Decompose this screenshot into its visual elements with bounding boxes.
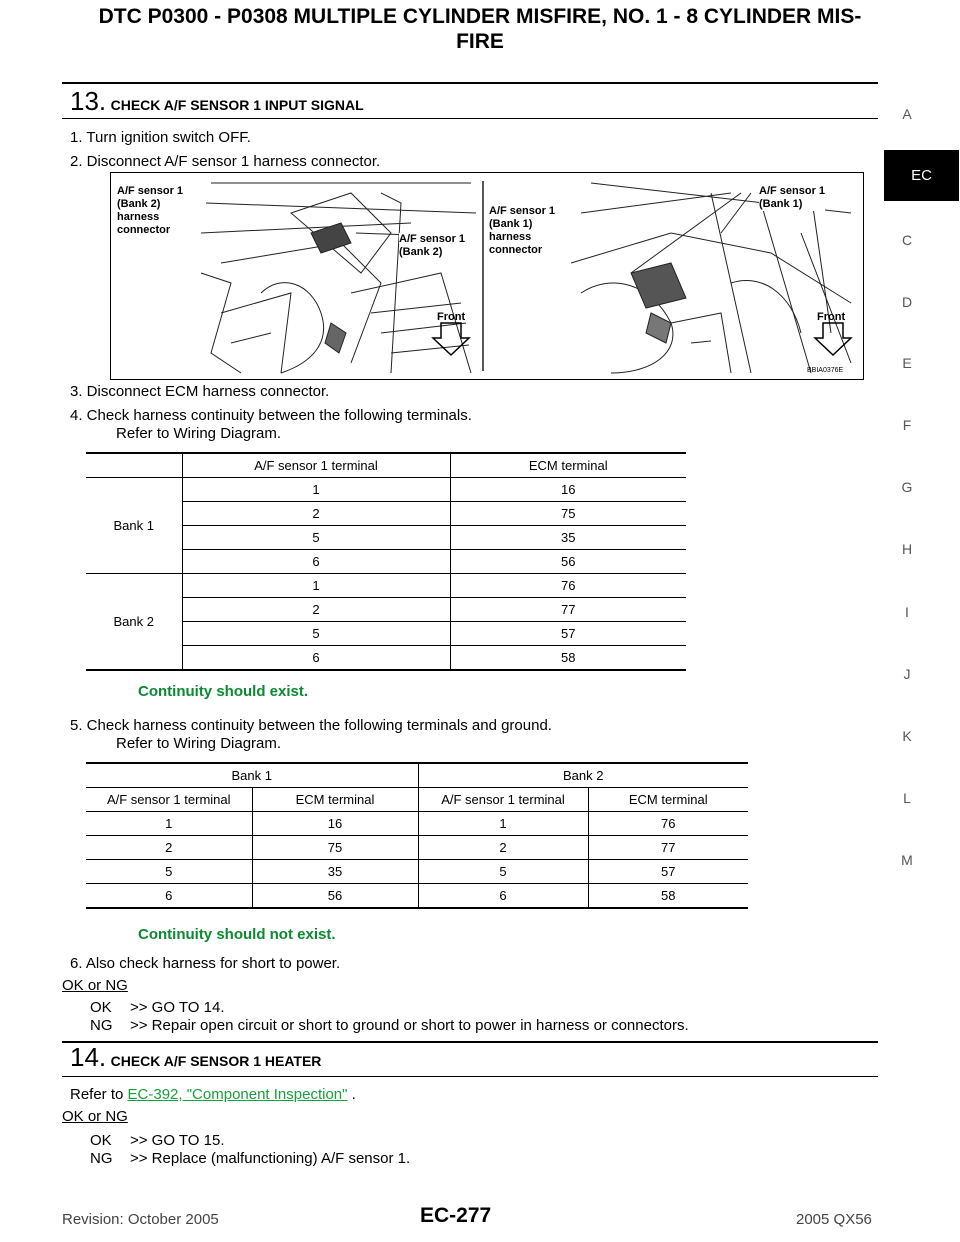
table-cell: 35 bbox=[450, 526, 686, 550]
label-line: harness bbox=[117, 211, 160, 223]
label-line: (Bank 2) bbox=[117, 198, 161, 210]
figure-left-front-label: Front bbox=[437, 311, 466, 323]
step14-number: 14. bbox=[70, 1042, 107, 1072]
tab-g[interactable]: G bbox=[901, 479, 913, 495]
tab-a[interactable]: A bbox=[902, 106, 912, 122]
table-header-cell: ECM terminal bbox=[588, 788, 748, 812]
table-row bbox=[86, 574, 686, 598]
continuity-note: Continuity should exist. bbox=[138, 683, 309, 700]
step14-ng-action: >> Replace (malfunctioning) A/F sensor 1. bbox=[130, 1150, 411, 1167]
step14-bottom-rule bbox=[62, 1076, 878, 1077]
table-cell: 5 bbox=[182, 622, 450, 646]
tab-l[interactable]: L bbox=[903, 790, 911, 806]
no-continuity-note: Continuity should not exist. bbox=[138, 926, 336, 943]
table-header-cell: A/F sensor 1 terminal bbox=[418, 788, 588, 812]
step13-instruction-1: 1. Turn ignition switch OFF. bbox=[70, 129, 251, 146]
table-row bbox=[86, 478, 686, 502]
table-cell: 1 bbox=[182, 478, 450, 502]
table-header-cell: A/F sensor 1 terminal bbox=[86, 788, 252, 812]
table-row bbox=[86, 860, 748, 884]
table-cell: 16 bbox=[450, 478, 686, 502]
label-line: (Bank 1) bbox=[759, 198, 803, 210]
engine-illustration bbox=[111, 173, 863, 379]
label-line: A/F sensor 1 bbox=[489, 205, 556, 217]
table-cell: 6 bbox=[86, 884, 252, 909]
tab-j[interactable]: J bbox=[903, 666, 911, 682]
tab-m[interactable]: M bbox=[901, 852, 913, 868]
table-cell: 5 bbox=[182, 526, 450, 550]
tab-k[interactable]: K bbox=[902, 728, 912, 744]
table-cell: 77 bbox=[450, 598, 686, 622]
table-cell: 5 bbox=[86, 860, 252, 884]
table-row bbox=[86, 812, 748, 836]
bank-label: Bank 1 bbox=[86, 478, 182, 574]
table-header-cell: ECM terminal bbox=[252, 788, 418, 812]
page-title bbox=[0, 4, 960, 54]
table-header-row bbox=[86, 788, 748, 812]
table-header-row bbox=[86, 453, 686, 478]
tab-e[interactable]: E bbox=[902, 355, 912, 371]
table-cell: 5 bbox=[418, 860, 588, 884]
tab-f[interactable]: F bbox=[902, 417, 912, 433]
figure-right-label-sensor bbox=[759, 185, 825, 211]
footer-page-number: EC-277 bbox=[420, 1204, 492, 1227]
ground-continuity-table bbox=[86, 762, 748, 909]
component-inspection-link[interactable]: EC-392, "Component Inspection" bbox=[127, 1086, 348, 1103]
table-cell: 16 bbox=[252, 812, 418, 836]
step13-top-rule bbox=[62, 82, 878, 84]
step13-heading bbox=[70, 86, 364, 117]
table-cell: 56 bbox=[252, 884, 418, 909]
table-cell: 6 bbox=[182, 646, 450, 671]
table-cell: 2 bbox=[182, 598, 450, 622]
step13-instruction-5-ref: Refer to Wiring Diagram. bbox=[116, 735, 282, 752]
step13-instruction-4-ref: Refer to Wiring Diagram. bbox=[116, 425, 282, 442]
table-cell: 35 bbox=[252, 860, 418, 884]
step14-ok-action: >> GO TO 15. bbox=[130, 1132, 225, 1149]
step13-ok-label: OK bbox=[90, 999, 112, 1016]
table-corner bbox=[86, 453, 182, 478]
step14-heading bbox=[70, 1042, 321, 1073]
label-line: connector bbox=[489, 244, 543, 256]
table-cell: 2 bbox=[418, 836, 588, 860]
page-title-line2: FIRE bbox=[456, 30, 504, 53]
step13-instruction-6: 6. Also check harness for short to power. bbox=[70, 955, 341, 972]
table-header-cell: A/F sensor 1 terminal bbox=[182, 453, 450, 478]
figure-left-label-sensor bbox=[399, 233, 465, 259]
label-line: connector bbox=[117, 224, 171, 236]
table-cell: 6 bbox=[182, 550, 450, 574]
step13-instruction-3: 3. Disconnect ECM harness connector. bbox=[70, 383, 330, 400]
tab-i[interactable]: I bbox=[905, 604, 909, 620]
table-group-header-row bbox=[86, 763, 748, 788]
label-line: (Bank 1) bbox=[489, 218, 533, 230]
step14-refer-line bbox=[70, 1085, 356, 1104]
step13-title: CHECK A/F SENSOR 1 INPUT SIGNAL bbox=[110, 97, 364, 113]
table-group-header: Bank 2 bbox=[418, 763, 748, 788]
table-cell: 76 bbox=[450, 574, 686, 598]
table-header-cell: ECM terminal bbox=[450, 453, 686, 478]
bank-label: Bank 2 bbox=[86, 574, 182, 671]
figure-code: BBIA0376E bbox=[807, 367, 844, 374]
table-cell: 2 bbox=[86, 836, 252, 860]
table-cell: 75 bbox=[252, 836, 418, 860]
table-group-header: Bank 1 bbox=[86, 763, 418, 788]
footer-model: 2005 QX56 bbox=[796, 1211, 872, 1228]
step14-ok-or-ng: OK or NG bbox=[62, 1108, 128, 1125]
refer-prefix: Refer to bbox=[70, 1086, 128, 1103]
step14-title: CHECK A/F SENSOR 1 HEATER bbox=[110, 1053, 322, 1069]
figure-left-label-harness bbox=[117, 185, 183, 237]
refer-suffix: . bbox=[347, 1086, 356, 1103]
table-cell: 75 bbox=[450, 502, 686, 526]
figure-right-front-label: Front bbox=[817, 311, 846, 323]
step13-instruction-4: 4. Check harness continuity between the following terminals. bbox=[70, 407, 472, 424]
table-cell: 1 bbox=[418, 812, 588, 836]
figure-right-label-harness bbox=[489, 205, 555, 257]
step13-ng-label: NG bbox=[90, 1017, 113, 1034]
step14-ok-label: OK bbox=[90, 1132, 112, 1149]
page-title-line1: DTC P0300 - P0308 MULTIPLE CYLINDER MISFIRE, NO. 1 - 8 CYLINDER MIS- bbox=[98, 5, 862, 28]
step13-ok-action: >> GO TO 14. bbox=[130, 999, 225, 1016]
label-line: harness bbox=[489, 231, 532, 243]
step13-ng-action: >> Repair open circuit or short to ground or short to power in harness or connectors. bbox=[130, 1017, 689, 1034]
continuity-table bbox=[86, 452, 686, 671]
table-cell: 58 bbox=[588, 884, 748, 909]
footer-revision: Revision: October 2005 bbox=[62, 1211, 219, 1228]
table-cell: 76 bbox=[588, 812, 748, 836]
step13-ok-or-ng: OK or NG bbox=[62, 977, 128, 994]
table-cell: 57 bbox=[450, 622, 686, 646]
label-line: (Bank 2) bbox=[399, 246, 443, 258]
table-cell: 58 bbox=[450, 646, 686, 671]
label-line: A/F sensor 1 bbox=[117, 185, 184, 197]
label-line: A/F sensor 1 bbox=[759, 185, 826, 197]
tab-ec-active[interactable]: EC bbox=[884, 150, 959, 201]
tab-h[interactable]: H bbox=[901, 541, 913, 557]
step13-instruction-2: 2. Disconnect A/F sensor 1 harness connector. bbox=[70, 153, 381, 170]
step14-ng-label: NG bbox=[90, 1150, 113, 1167]
table-row bbox=[86, 884, 748, 909]
table-cell: 6 bbox=[418, 884, 588, 909]
table-cell: 77 bbox=[588, 836, 748, 860]
tab-d[interactable]: D bbox=[901, 294, 913, 310]
connector-location-figure bbox=[110, 172, 864, 380]
table-cell: 2 bbox=[182, 502, 450, 526]
table-cell: 1 bbox=[182, 574, 450, 598]
table-cell: 56 bbox=[450, 550, 686, 574]
table-cell: 57 bbox=[588, 860, 748, 884]
tab-c[interactable]: C bbox=[901, 232, 913, 248]
table-row bbox=[86, 836, 748, 860]
step13-bottom-rule bbox=[62, 118, 878, 119]
label-line: A/F sensor 1 bbox=[399, 233, 466, 245]
step13-instruction-5: 5. Check harness continuity between the following terminals and ground. bbox=[70, 717, 552, 734]
table-cell: 1 bbox=[86, 812, 252, 836]
step13-number: 13. bbox=[70, 86, 107, 116]
